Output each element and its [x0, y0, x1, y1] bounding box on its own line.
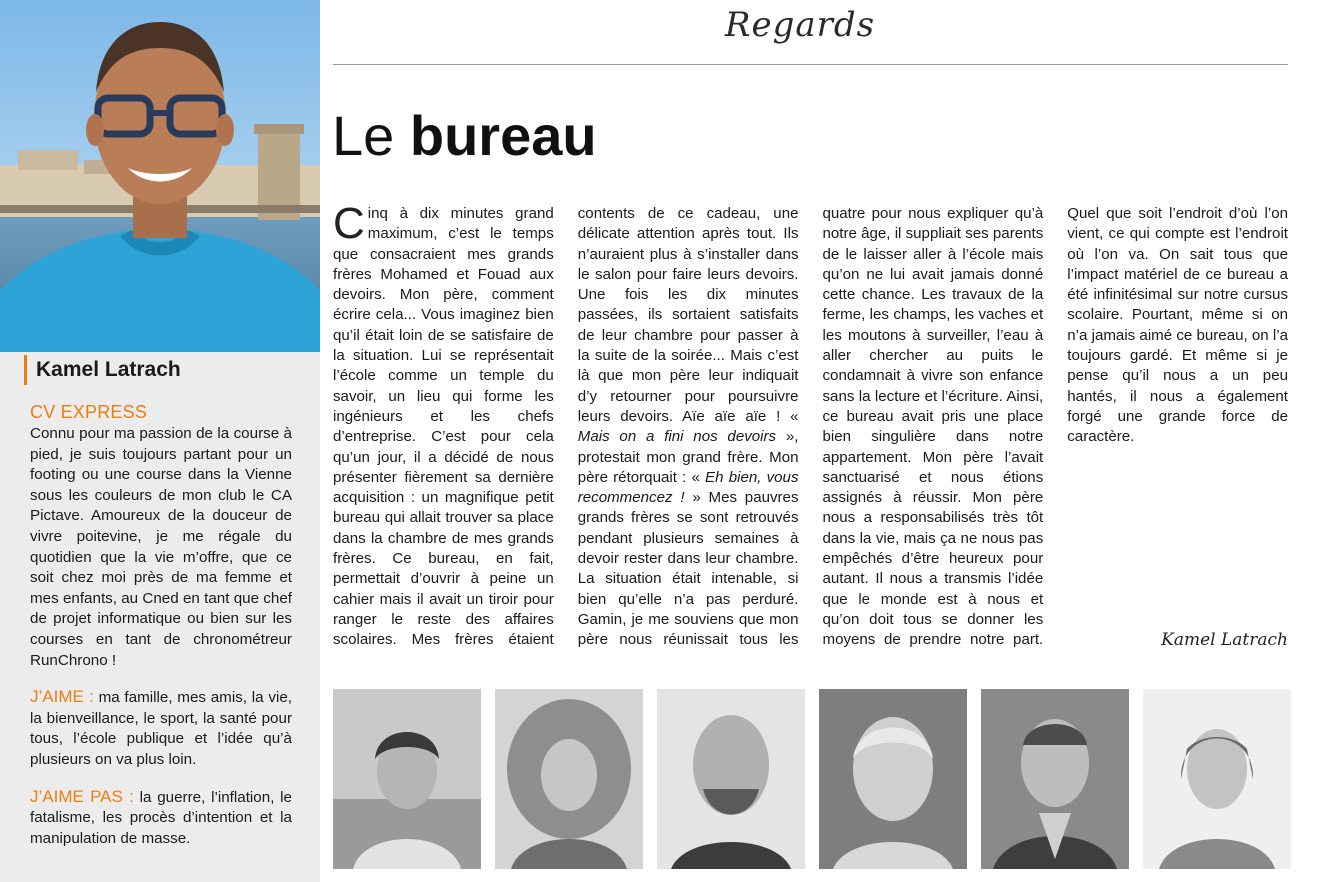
article-title — [332, 103, 597, 168]
contributor-photo — [981, 689, 1129, 869]
signature: Kamel Latrach — [1161, 630, 1288, 650]
header-rule — [333, 64, 1288, 65]
article-text — [333, 199, 1288, 656]
drop-cap: C — [333, 199, 365, 248]
cv-express-title: CV EXPRESS — [30, 402, 148, 422]
article-text-part2: », protestait mon grand frère. Mon père rétorquait : « — [577, 428, 799, 486]
article-body — [333, 199, 1288, 656]
article-title-light: Le — [332, 104, 395, 167]
accent-bar — [24, 355, 27, 385]
contributor-photo — [333, 689, 481, 869]
cv-express-text: Connu pour ma passion de la course à pied, je suis toujours partant pour un footing ou une course dans la Vienne sous les couleurs de mon club le CA Pictave. Amoureux de la douceur de vivre poitevine, je me régale du quotidien que la vie m’offre, que ce soit chez moi près de ma femme et mes enfants, au Cned en tant que chef de projet informatique ou bien sur les courses en tant de chronométreur RunChrono ! — [30, 425, 292, 669]
section-title: Regards — [724, 5, 876, 45]
article-text-part3: » Mes pauvres grands frères se sont retrouvés pendant plusieurs semaines à devoir rester dans leur chambre. La situation était intenable, si bien qu’elle n’a pas perduré. Gamin, je me souviens que mon père nous réunissait tous les quatre pour nous expliquer qu’à notre âge, il suppliait ses parents de le laisser aller à l’école mais qu’on ne lui avait jamais donné cette chance. Les travaux de la ferme, les champs, les vaches et les moutons à surveiller, l’eau à aller chercher au puits le condamnait à vivre son enfance sans la lecture et l’écriture. Ainsi, ce bureau avait pris une place bien singulière dans notre appartement. Mon père l’avait sanctuarisé et nous étions assignés à réussir. Mon père nous a responsabilisés très tôt dans la vie, mais ça ne nous pas empêchés d’être heureux pour autant. Il nous a transmis l’idée que le monde est à nous et qu’on doit tous se donner les moyens de prendre notre part. Quel que soit l’endroit d’où l’on vient, ce qui compte est l’endroit où l’on va. On sait tous que l’impact matériel de ce bureau a été infinitésimal sur notre cursus scolaire. Pourtant, même si on n’a jamais aimé ce bureau, on l’a toujours gardé. Et même si je pense qu’il nous a un peu hantés, il nous a également forgé une grande force de caractère. — [577, 205, 1288, 649]
article-quote-1: Mais on a fini nos devoirs — [577, 428, 777, 446]
dislikes-text: la guerre, l’inflation, le fatalisme, les procès d’intention et la manipulation de masse. — [30, 788, 292, 847]
author-sidebar — [0, 0, 320, 882]
likes-label: J’AIME : — [30, 687, 94, 707]
article-title-bold: bureau — [409, 104, 597, 167]
article-text-part1: inq à dix minutes grand maximum, c’est le temps que consacraient mes grands frères Mohamed et Fouad aux devoirs. Mon père, comment écrire cela... Vous imaginez bien qu’il était loin de se satisfaire de la situation. Lui se représentait l’école comme un temple du savoir, un lieu qui forme les ingénieurs et les chefs d’entreprise. C’est pour cela qu’un jour, il a décidé de nous présenter fièrement sa dernière acquisition : un magnifique petit bureau qui allait trouver sa place dans la chambre de mes grands frères. Ce bureau, en fait, permettait d’ouvrir à peine un cahier mais il avait un tiroir pour ranger le reste des affaires scolaires. Mes frères étaient contents de ce cadeau, une délicate attention après tout. Ils n’auraient plus à s’installer dans le salon pour faire leurs devoirs. Une fois les dix minutes passées, ils sortaient satisfaits de leur chambre pour passer à la suite de la soirée... Mais c’est là que mon père leur indiquait d’y retourner pour poursuivre leurs devoirs. Aïe aïe aïe ! « — [333, 205, 799, 649]
likes-text: ma famille, mes amis, la vie, la bienveillance, le sport, la santé pour tous, l’école publique et l’idée qu’à plusieurs on va plus loin. — [30, 689, 292, 768]
author-name-row — [24, 352, 181, 388]
author-name: Kamel Latrach — [36, 358, 181, 381]
author-portrait-photo — [0, 0, 320, 352]
contributor-photo — [1143, 689, 1291, 869]
dislikes-paragraph — [30, 787, 292, 850]
contributor-photo — [495, 689, 643, 869]
likes-paragraph — [30, 687, 292, 770]
cv-express — [30, 402, 292, 849]
dislikes-label: J’AIME PAS : — [30, 786, 134, 806]
article-quote-2: Eh bien, vous recommencez ! — [577, 468, 799, 507]
contributor-photo — [657, 689, 805, 869]
contributor-photo — [819, 689, 967, 869]
